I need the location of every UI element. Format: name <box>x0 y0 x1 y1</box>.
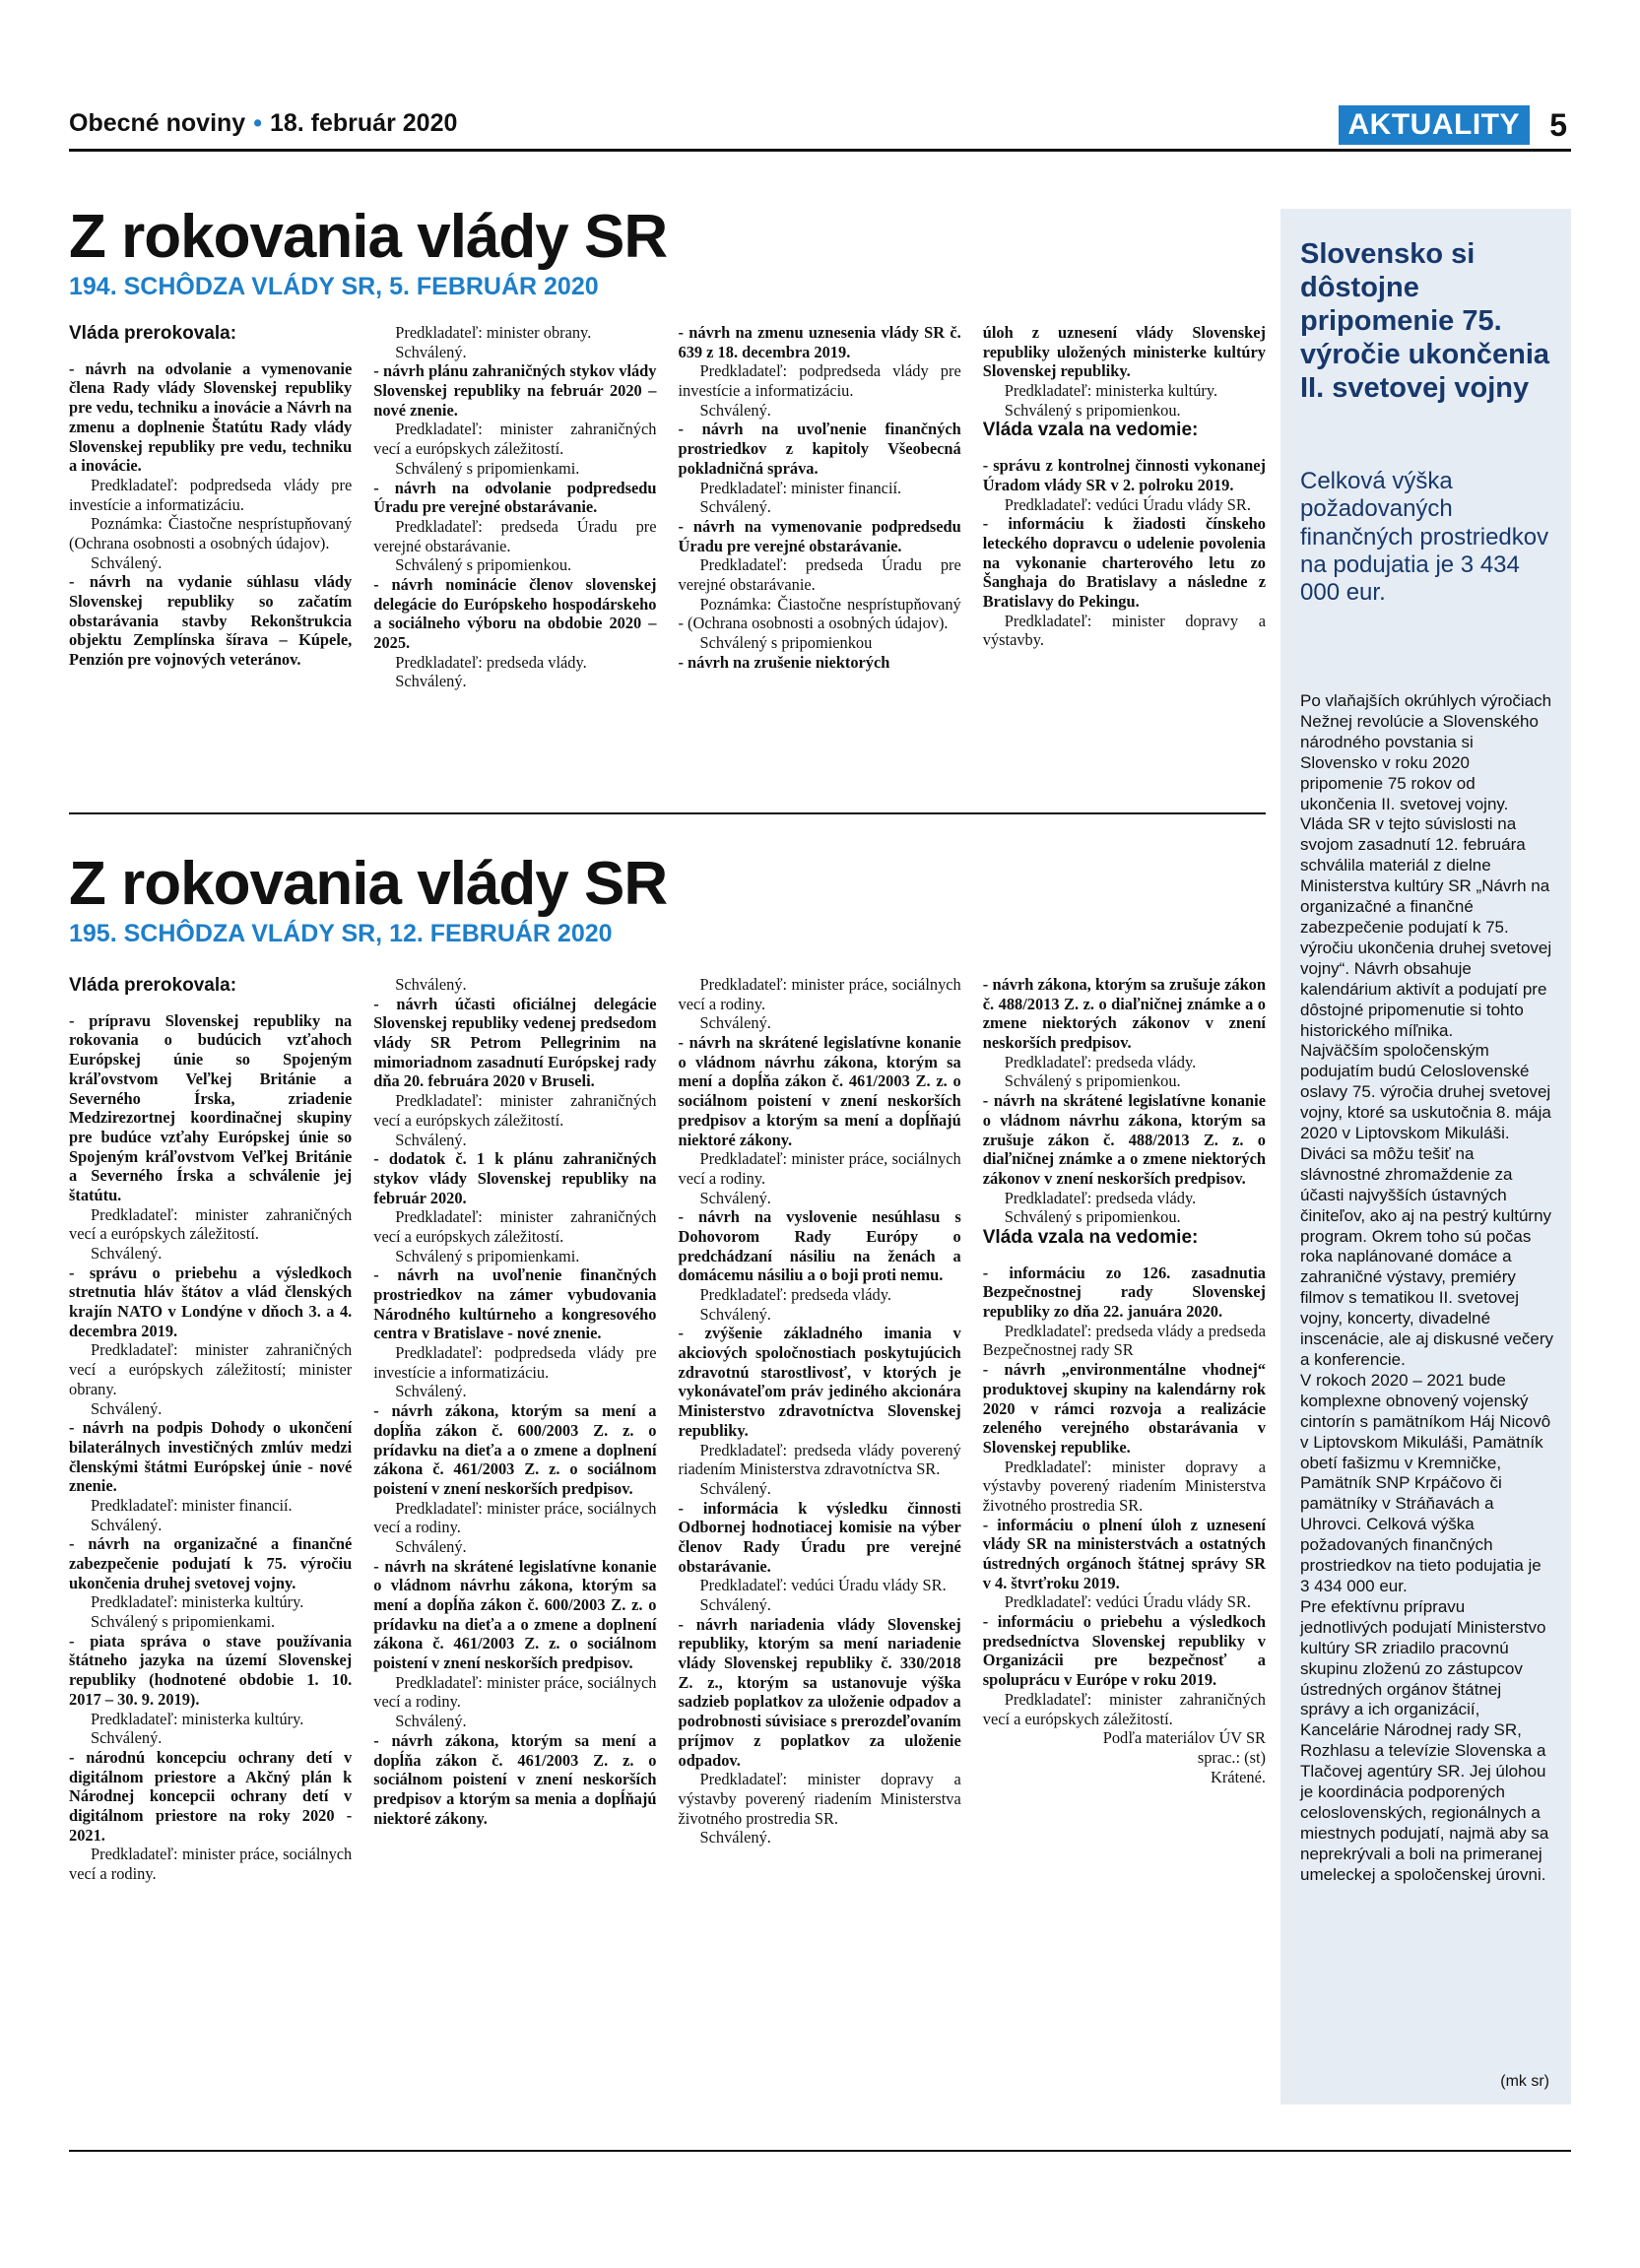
agenda-note: Predkladateľ: vedúci Úradu vlády SR. <box>699 1576 947 1595</box>
section-tag: AKTUALITY <box>1339 105 1530 145</box>
agenda-note: sprac.: (st) <box>1197 1747 1266 1767</box>
column-1 <box>69 975 352 1884</box>
agenda-note: Predkladateľ: minister práce, sociálnych vecí a rodiny. <box>678 1149 961 1188</box>
agenda-item: - návrh plánu zahraničných stykov vlády Slovenskej republiky na február 2020 – nové znenie. <box>373 361 657 420</box>
agenda-note: Schválený. <box>91 1515 163 1534</box>
agenda-note: Predkladateľ: minister obrany. <box>395 323 592 342</box>
agenda-note: Predkladateľ: minister práce, sociálnych vecí a rodiny. <box>373 1498 657 1537</box>
agenda-note: Predkladateľ: minister práce, sociálnych vecí a rodiny. <box>678 975 961 1013</box>
agenda-note: Schválený s pripomienkou. <box>1004 400 1181 420</box>
agenda-item: - návrh na vydanie súhlasu vlády Slovenskej republiky so začatím obstarávania stavby Rekonštrukcia objektu Zemplínska šírava – Kúpele, Penzión pre vojnových veteránov. <box>69 572 353 670</box>
agenda-note: Schválený. <box>699 1188 771 1207</box>
article-columns <box>69 975 1266 1884</box>
agenda-note: Predkladateľ: minister práce, sociálnych vecí a rodiny. <box>69 1845 353 1884</box>
page-header <box>69 103 1571 152</box>
agenda-item: - správu o priebehu a výsledkoch stretnutia hláv štátov a vlád členských krajín NATO v Londýne v dňoch 3. a 4. decembra 2019. <box>69 1263 353 1340</box>
agenda-item: - piata správa o stave používania štátneho jazyka na území Slovenskej republiky (hodnotené obdobie 1. 10. 2017 – 30. 9. 2019). <box>69 1631 353 1709</box>
agenda-item: - informáciu zo 126. zasadnutia Bezpečnostnej rady Slovenskej republiky zo dňa 22. januára 2020. <box>982 1263 1266 1322</box>
sidebar-paragraph: Po vlaňajších okrúhlych výročiach Nežnej revolúcie a Slovenského národného povstania si Slovensko v roku 2020 pripomenie 75 rokov od ukončenia II. svetovej vojny. Vláda SR v tejto súvislosti na svojom zasadnutí 12. februára schválila materiál z dielne Ministerstva kultúry SR „Návrh na organizačné a finančné zabezpečenie podujatí k 75. výročiu ukončenia druhej svetovej vojny“. Návrh obsahuje kalendárium aktivít a podujatí pre dôstojné pripomenutie si tohto historického míľnika. <box>1300 691 1552 1040</box>
agenda-note: Predkladateľ: vedúci Úradu vlády SR. <box>1004 494 1251 514</box>
agenda-note: Schválený. <box>395 1712 467 1731</box>
agenda-item: - návrh na skrátené legislatívne konanie o vládnom návrhu zákona, ktorým sa mení a dopĺňa zákon č. 600/2003 Z. z. o prídavku na dieťa a o zmene a doplnení zákona č. 461/2003 Z. z. o sociálnom poistení v znení neskorších predpisov. <box>373 1556 657 1673</box>
article-columns <box>69 323 1266 691</box>
agenda-note: Schválený. <box>395 975 467 994</box>
sidebar-box <box>1280 209 1571 2105</box>
agenda-item: - informáciu o priebehu a výsledkoch predsedníctva Slovenskej republiky v Organizácii pre bezpečnosť a spoluprácu v Európe v roku 2019. <box>982 1612 1266 1690</box>
sidebar-paragraph: V rokoch 2020 – 2021 bude komplexne obnovený vojenský cintorín s pamätníkom Háj Nicovô v Liptovskom Mikuláši, Pamätník obetí fašizmu v Kremničke, Pamätník SNP Krpáčovo či pamätníky v Stráňavách a Uhrovci. Celková výška požadovaných finančných prostriedkov na tieto podujatia je 3 434 000 eur. <box>1300 1370 1551 1595</box>
article-subtitle: 195. SCHÔDZA VLÁDY SR, 12. FEBRUÁR 2020 <box>69 920 613 948</box>
column-4 <box>983 323 1266 691</box>
agenda-note: Poznámka: Čiastočne nesprístupňovaný - (Ochrana osobnosti a osobných údajov). <box>678 594 961 633</box>
article-divider <box>69 812 1266 814</box>
agenda-note: Schválený. <box>91 1244 163 1264</box>
article-194 <box>69 203 1266 691</box>
sidebar-signature: (mk sr) <box>1500 2073 1549 2090</box>
agenda-note: Predkladateľ: minister dopravy a výstavby poverený riadením Ministerstva životného prostredia SR. <box>678 1770 961 1828</box>
sidebar-paragraph: Najväčším spoločenským podujatím budú Celoslovenské oslavy 75. výročia druhej svetovej vojny, ktoré sa uskutočnia 8. mája 2020 v Liptovskom Mikuláši. Diváci sa môžu tešiť na slávnostné zhromaždenie za účasti najvyšších ústavných činiteľov, ako aj na pestrý kultúrny program. Okrem toho sú počas roka naplánované domáce a zahraničné výstavy, premiéry filmov s tematikou II. svetovej vojny, koncerty, divadelné inscenácie, ale aj diskusné večery a konferencie. <box>1300 1041 1554 1369</box>
separator-dot: • <box>253 109 262 137</box>
sidebar-title: Slovensko si dôstojne pripomenie 75. výročie ukončenia II. svetovej vojny <box>1300 238 1550 404</box>
footer-rule <box>69 2150 1571 2152</box>
section-heading: Vláda prerokovala: <box>69 975 237 996</box>
agenda-note: Predkladateľ: predseda Úradu pre verejné obstarávanie. <box>373 516 657 555</box>
agenda-note: Schválený. <box>395 672 467 691</box>
agenda-item: - informáciu k žiadosti čínskeho leteckého dopravcu o udelenie povolenia na vykonanie charterového letu zo Šanghaja do Bratislavy a následne z Bratislavy do Pekingu. <box>982 514 1266 612</box>
agenda-item: - správu z kontrolnej činnosti vykonanej Úradom vlády SR v 2. polroku 2019. <box>982 456 1266 494</box>
agenda-note: Schválený. <box>395 342 467 361</box>
issue-date: 18. február 2020 <box>269 109 458 137</box>
agenda-note: Schválený. <box>395 1130 467 1149</box>
sidebar-paragraph: Pre efektívnu prípravu jednotlivých podujatí Ministerstvo kultúry SR zriadilo pracovnú skupinu zloženú zo zástupcov ústredných orgánov štátnej správy a ich organizácií, Kancelárie Národnej rady SR, Rozhlasu a televízie Slovenska a Tlačovej agentúry SR. Jej úlohou je koordinácia podporených celoslovenských, regionálnych a miestnych podujatí, najmä aby sa neprekrývali a boli na primeranej umeleckej a spoločenskej úrovni. <box>1300 1596 1549 1884</box>
agenda-note: Predkladateľ: podpredseda vlády pre investície a informatizáciu. <box>69 475 353 514</box>
agenda-note: Predkladateľ: minister zahraničných vecí a európskych záležitostí; minister obrany. <box>69 1340 353 1398</box>
agenda-note: Predkladateľ: minister dopravy a výstavby. <box>982 611 1266 650</box>
agenda-note: Schválený s pripomienkou. <box>1004 1071 1181 1091</box>
agenda-item: - návrh zákona, ktorým sa zrušuje zákon č. 488/2013 Z. z. o diaľničnej známke a o zmene niektorých zákonov v znení neskorších predpisov. <box>982 975 1266 1053</box>
sidebar-body <box>1300 691 1554 1886</box>
agenda-note: Predkladateľ: vedúci Úradu vlády SR. <box>1004 1592 1251 1612</box>
column-1 <box>69 323 352 691</box>
agenda-note: Krátené. <box>1211 1767 1266 1786</box>
agenda-note: Schválený. <box>699 400 771 420</box>
agenda-note: Podľa materiálov ÚV SR <box>1102 1728 1266 1748</box>
agenda-note: Schválený. <box>91 1728 163 1748</box>
agenda-note: Predkladateľ: minister financií. <box>699 478 902 497</box>
agenda-item: - návrh na podpis Dohody o ukončení bilaterálnych investičných zmlúv medzi členskými štátmi Európskej únie - nové znenie. <box>69 1418 353 1496</box>
agenda-note: Predkladateľ: ministerka kultúry. <box>91 1709 304 1728</box>
agenda-note: Predkladateľ: predseda vlády poverený riadením Ministerstva zdravotníctva SR. <box>678 1440 961 1479</box>
article-title: Z rokovania vlády SR <box>69 203 668 271</box>
article-title: Z rokovania vlády SR <box>69 850 668 918</box>
page-number: 5 <box>1549 107 1567 143</box>
agenda-note: Predkladateľ: predseda vlády. <box>1004 1052 1197 1071</box>
agenda-note: Schválený. <box>91 552 163 572</box>
agenda-note: Predkladateľ: predseda vlády. <box>699 1285 891 1304</box>
agenda-item: - návrh účasti oficiálnej delegácie Slovenskej republiky vedenej predsedom vlády SR Petrom Pellegrinim na mimoriadnom zasadnutí Európskej rady dňa 20. februára 2020 v Bruseli. <box>373 994 657 1091</box>
agenda-item: - návrh „environmentálne vhodnej“ produktovej skupiny na kalendárny rok 2020 v rámci rozvoja a realizácie zeleného verejného obstarávania v Slovenskej republike. <box>982 1360 1266 1457</box>
agenda-item: - návrh na vyslovenie nesúhlasu s Dohovorom Rady Európy o predchádzaní násiliu na ženách a domácemu násiliu a o boji proti nemu. <box>678 1207 961 1285</box>
agenda-note: Schválený. <box>395 1382 467 1401</box>
section-heading: Vláda vzala na vedomie: <box>982 1226 1199 1248</box>
agenda-item: - návrh zákona, ktorým sa mení a dopĺňa zákon č. 600/2003 Z. z. o prídavku na dieťa a o zmene a doplnení zákona č. 461/2003 Z. z. o sociálnom poistení v znení neskorších predpisov. <box>373 1401 657 1498</box>
agenda-note: Predkladateľ: podpredseda vlády pre investície a informatizáciu. <box>373 1343 657 1382</box>
column-2 <box>373 975 656 1884</box>
section-heading: Vláda prerokovala: <box>69 323 237 344</box>
agenda-item: - návrh nominácie členov slovenskej delegácie do Európskeho hospodárskeho a sociálneho výboru na obdobie 2020 – 2025. <box>373 574 657 652</box>
agenda-item: - návrh na zmenu uznesenia vlády SR č. 639 z 18. decembra 2019. <box>678 323 961 361</box>
column-3 <box>679 323 961 691</box>
agenda-item: - prípravu Slovenskej republiky na rokovania o budúcich vzťahoch Európskej únie so Spojeným kráľovstvom Veľkej Británie a Severného Írska, zriadenie Medzirezortnej koordinačnej skupiny pre budúce vzťahy Európskej únie so Spojeným kráľovstvom Veľkej Británie a Severného Írska a schválenie jej štatútu. <box>69 1010 353 1204</box>
agenda-item: - návrh na skrátené legislatívne konanie o vládnom návrhu zákona, ktorým sa mení a dopĺňa zákon č. 461/2003 Z. z. o sociálnom poistení v znení neskorších predpisov a ktorým sa mení a dopĺňajú niektoré zákony. <box>678 1033 961 1149</box>
column-4 <box>983 975 1266 1884</box>
agenda-note: Schválený s pripomienkami. <box>395 1246 580 1265</box>
agenda-note: Schválený. <box>699 1828 771 1847</box>
agenda-note: Schválený. <box>395 1536 467 1556</box>
agenda-note: Poznámka: Čiastočne nesprístupňovaný (Ochrana osobnosti a osobných údajov). <box>69 514 353 552</box>
agenda-note: Predkladateľ: predseda Úradu pre verejné obstarávanie. <box>678 555 961 594</box>
agenda-note: Schválený s pripomienkami. <box>91 1612 276 1632</box>
agenda-note: Schválený s pripomienkou. <box>1004 1207 1181 1227</box>
agenda-note: Predkladateľ: predseda vlády. <box>1004 1188 1197 1207</box>
agenda-item: - návrh na organizačné a finančné zabezpečenie podujatí k 75. výročiu ukončenia druhej svetovej vojny. <box>69 1534 353 1592</box>
publication-name: Obecné noviny <box>69 109 246 137</box>
agenda-note: Schválený. <box>699 1478 771 1498</box>
agenda-note: Schválený. <box>699 497 771 517</box>
agenda-note: Schválený s pripomienkou. <box>395 555 572 575</box>
agenda-item: - návrh na skrátené legislatívne konanie o vládnom návrhu zákona, ktorým sa zrušuje zákon č. 488/2013 Z. z. o diaľničnej známke a o zmene niektorých zákonov v znení neskorších predpisov. <box>982 1091 1266 1188</box>
agenda-item: - návrh na vymenovanie podpredsedu Úradu pre verejné obstarávanie. <box>678 516 961 555</box>
agenda-note: Schválený. <box>699 1013 771 1033</box>
masthead <box>69 109 457 138</box>
agenda-note: Predkladateľ: minister práce, sociálnych vecí a rodiny. <box>373 1672 657 1712</box>
article-195 <box>69 850 1266 1884</box>
agenda-note: Schválený. <box>91 1398 163 1418</box>
agenda-item: - zvýšenie základného imania v akciových spoločnostiach poskytujúcich zdravotnú starostlivosť, v ktorých je vykonávateľom práv jediného akcionára Ministerstvo zdravotníctva Slovenskej republiky. <box>678 1324 961 1440</box>
agenda-item: - návrh na odvolanie a vymenovanie člena Rady vlády Slovenskej republiky pre vedu, techniku a inovácie a Návrh na zmenu a doplnenie Štatútu Rady vlády Slovenskej republiky pre vedu, techniku a inovácie. <box>69 358 353 476</box>
section-heading: Vláda vzala na vedomie: <box>982 420 1199 441</box>
article-subtitle: 194. SCHÔDZA VLÁDY SR, 5. FEBRUÁR 2020 <box>69 273 599 301</box>
agenda-note: Predkladateľ: minister zahraničných vecí a európskych záležitostí. <box>373 420 657 459</box>
agenda-item: - návrh na zrušenie niektorých <box>678 652 890 672</box>
agenda-item: - informácia k výsledku činnosti Odbornej hodnotiacej komisie na výber členov Rady Úradu pre verejné obstarávanie. <box>678 1498 961 1576</box>
agenda-note: Predkladateľ: minister zahraničných vecí a európskych záležitostí. <box>69 1204 353 1244</box>
agenda-item: - národnú koncepciu ochrany detí v digitálnom priestore a Akčný plán k Národnej koncepcii ochrany detí v digitálnom priestore na roky 2020 - 2021. <box>69 1747 353 1845</box>
agenda-item: - návrh na uvoľnenie finančných prostriedkov na zámer vybudovania Národného kultúrneho a kongresového centra v Bratislave - nové znenie. <box>373 1265 657 1343</box>
agenda-note: Predkladateľ: predseda vlády. <box>395 652 587 672</box>
agenda-item: - návrh na odvolanie podpredsedu Úradu pre verejné obstarávanie. <box>373 478 657 517</box>
agenda-note: Schválený. <box>699 1304 771 1324</box>
agenda-item: - dodatok č. 1 k plánu zahraničných stykov vlády Slovenskej republiky na február 2020. <box>373 1149 657 1207</box>
agenda-item: - návrh nariadenia vlády Slovenskej republiky, ktorým sa mení nariadenie vlády Slovenskej republiky č. 330/2018 Z. z., ktorým sa ustanovuje výška sadzieb poplatkov za uloženie odpadov a podrobnosti súvisiace s prerozdeľovaním príjmov z poplatkov za uloženie odpadov. <box>678 1614 961 1770</box>
agenda-note: Predkladateľ: minister zahraničných vecí a európskych záležitostí. <box>982 1689 1266 1728</box>
agenda-item: - informáciu o plnení úloh z uznesení vlády SR na ministerstvách a ostatných ústredných orgánoch štátnej správy SR v 4. štvrťroku 2019. <box>982 1515 1266 1592</box>
sidebar-lead: Celková výška požadovaných finančných prostriedkov na podujatia je 3 434 000 eur. <box>1300 468 1549 607</box>
agenda-note: Predkladateľ: ministerka kultúry. <box>1004 381 1218 401</box>
agenda-note: Predkladateľ: minister financií. <box>91 1495 293 1515</box>
agenda-note: Predkladateľ: minister zahraničných vecí a európskych záležitostí. <box>373 1091 657 1130</box>
agenda-note: Predkladateľ: predseda vlády a predseda Bezpečnostnej rady SR <box>982 1321 1266 1360</box>
agenda-item: - návrh zákona, ktorým sa mení a dopĺňa zákon č. 461/2003 Z. z. o sociálnom poistení v znení neskorších predpisov a ktorým sa menia a dopĺňajú niektoré zákony. <box>373 1730 657 1828</box>
agenda-note: Predkladateľ: podpredseda vlády pre investície a informatizáciu. <box>678 361 961 401</box>
agenda-note: Predkladateľ: minister dopravy a výstavby poverený riadením Ministerstva životného prostredia SR. <box>982 1457 1266 1515</box>
agenda-note: Schválený s pripomienkami. <box>395 458 580 478</box>
agenda-note: Predkladateľ: minister zahraničných vecí a európskych záležitostí. <box>373 1207 657 1246</box>
agenda-note: Predkladateľ: ministerka kultúry. <box>91 1592 304 1612</box>
column-3 <box>679 975 961 1884</box>
agenda-note: Schválený s pripomienkou <box>699 633 873 652</box>
agenda-item: úloh z uznesení vlády Slovenskej republiky uložených ministerke kultúry Slovenskej republiky. <box>982 323 1266 381</box>
agenda-item: - návrh na uvoľnenie finančných prostriedkov z kapitoly Všeobecná pokladničná správa. <box>678 420 961 478</box>
column-2 <box>373 323 656 691</box>
agenda-note: Schválený. <box>699 1595 771 1614</box>
